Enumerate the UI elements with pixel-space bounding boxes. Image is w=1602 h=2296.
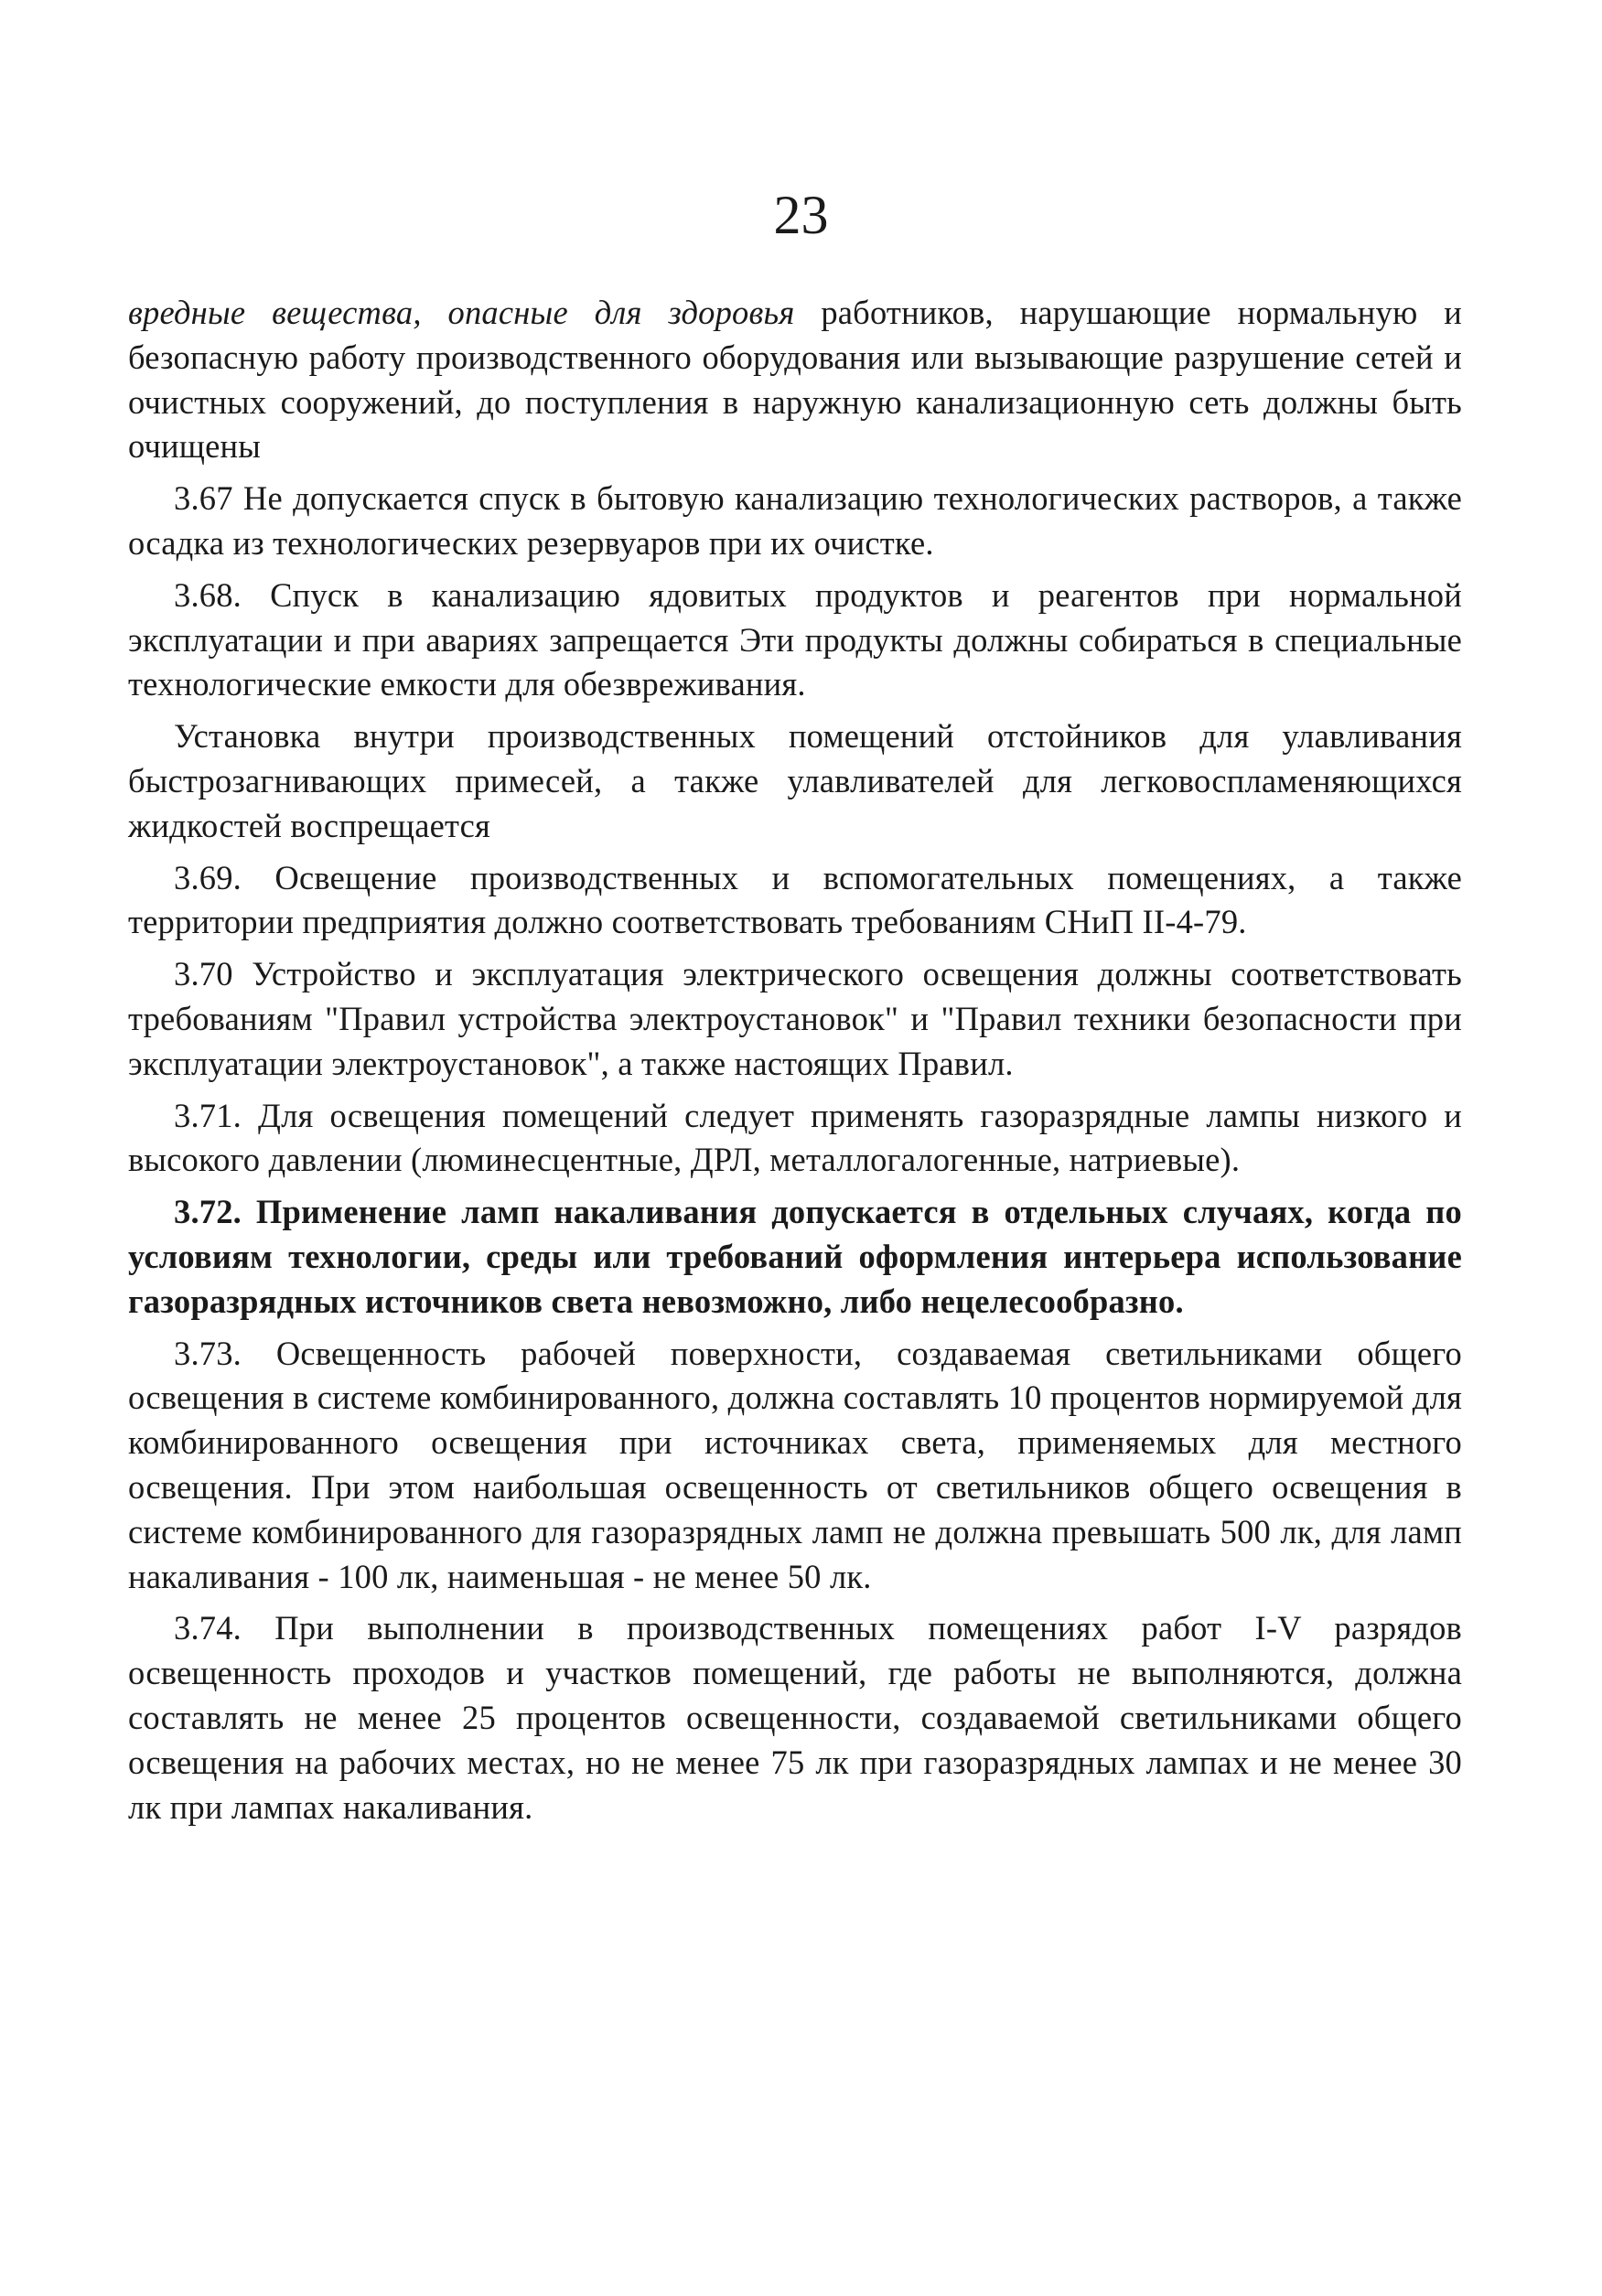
paragraph-3-68: 3.68. Спуск в канализацию ядовитых продуктов и реагентов при нормальной эксплуатации и при авариях запрещается Эти продукты должны собираться в специальные технологические емкости для обезвреживания.	[128, 575, 1462, 703]
paragraph-3-72: 3.72. Применение ламп накаливания допускается в отдельных случаях, когда по условиям технологии, среды или требований оформления интерьера использование газоразрядных источников света невозможно, либо нецелесообразно.	[128, 1193, 1462, 1320]
document-body	[128, 291, 1462, 1837]
paragraph-wastewater-cleaning	[128, 291, 1462, 469]
paragraph-3-70: 3.70 Устройство и эксплуатация электрического освещения должны соответствовать требованиям "Правил устройства электроустановок" и "Правил техники безопасности при эксплуатации электроустановок", а также настоящих Правил.	[128, 955, 1462, 1082]
paragraph-3-69: 3.69. Освещение производственных и вспомогательных помещениях, а также территории предприятия должно соответствовать требованиям СНиП II-4-79.	[128, 858, 1462, 941]
paragraph-3-71: 3.71. Для освещения помещений следует применять газоразрядные лампы низкого и высокого давлении (люминесцентные, ДРЛ, металлогалогенные, натриевые).	[128, 1096, 1462, 1179]
paragraph-3-67: 3.67 Не допускается спуск в бытовую канализацию технологических растворов, а также осадка из технологических резервуаров при их очистке.	[128, 479, 1462, 562]
paragraph-settlers-prohibition: Установка внутри производственных помещений отстойников для улавливания быстрозагнивающих примесей, а также улавливателей для легковоспламеняющихся жидкостей воспрещается	[128, 717, 1462, 844]
page-number: 23	[773, 185, 829, 245]
italic-lead-text: вредные вещества, опасные для здоровья	[128, 294, 795, 331]
paragraph-3-74: 3.74. При выполнении в производственных помещениях работ I-V разрядов освещенность проходов и участков помещений, где работы не выполняются, должна составлять не менее 25 процентов освещенности, создаваемой светильниками общего освещения на рабочих местах, но не менее 75 лк при газоразрядных лампах и не менее 30 лк при лампах накаливания.	[128, 1609, 1462, 1826]
paragraph-3-73: 3.73. Освещенность рабочей поверхности, создаваемая светильниками общего освещения в системе комбинированного, должна составлять 10 процентов нормируемой для комбинированного освещения при источниках света, применяемых для местного освещения. При этом наибольшая освещенность от светильников общего освещения в системе комбинированного для газоразрядных ламп не должна превышать 500 лк, для ламп накаливания - 100 лк, наименьшая - не менее 50 лк.	[128, 1334, 1462, 1595]
paragraph-text: работников, нарушающие нормальную и безопасную работу производственного оборудования или вызывающие разрушение сетей и очистных сооружений, до поступления в наружную канализационную сеть должны быть очищены	[128, 294, 1462, 466]
